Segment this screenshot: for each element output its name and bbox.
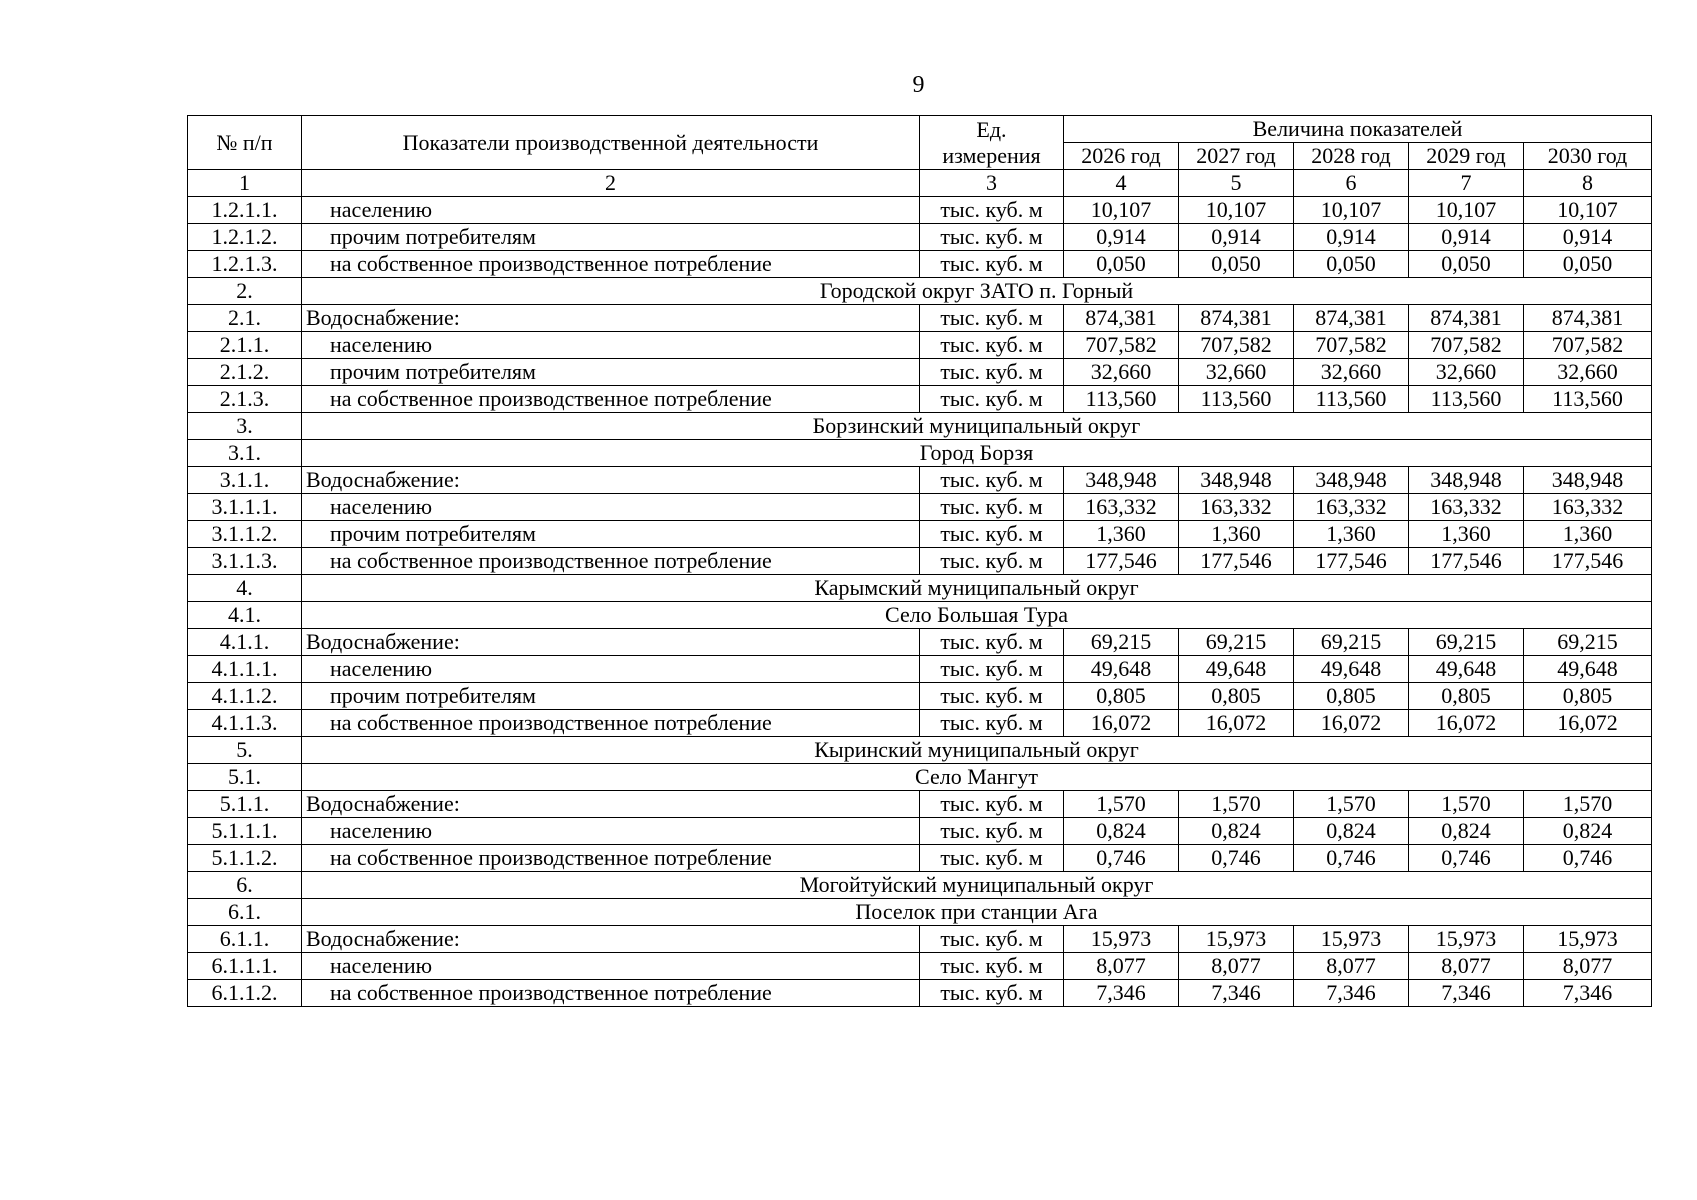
value-cell: 16,072: [1524, 710, 1652, 737]
value-cell: 32,660: [1179, 359, 1294, 386]
value-cell: 1,570: [1179, 791, 1294, 818]
indicator-name: на собственное производственное потребление: [302, 251, 920, 278]
value-cell: 15,973: [1294, 926, 1409, 953]
row-number: 6.: [188, 872, 302, 899]
indicator-name: на собственное производственное потребление: [302, 710, 920, 737]
value-cell: 0,824: [1524, 818, 1652, 845]
header-col-unit-line2: измерения: [942, 142, 1041, 168]
row-number: 5.: [188, 737, 302, 764]
row-number: 3.1.1.1.: [188, 494, 302, 521]
unit-cell: тыс. куб. м: [920, 845, 1064, 872]
value-cell: 49,648: [1409, 656, 1524, 683]
table-row: [188, 251, 1652, 278]
unit-cell: тыс. куб. м: [920, 305, 1064, 332]
value-cell: 177,546: [1409, 548, 1524, 575]
value-cell: 163,332: [1294, 494, 1409, 521]
value-cell: 7,346: [1064, 980, 1179, 1007]
table-row: [188, 332, 1652, 359]
value-cell: 707,582: [1064, 332, 1179, 359]
header-col-num: № п/п: [188, 116, 302, 170]
value-cell: 8,077: [1294, 953, 1409, 980]
row-number: 6.1.: [188, 899, 302, 926]
value-cell: 0,746: [1409, 845, 1524, 872]
value-cell: 8,077: [1179, 953, 1294, 980]
row-number: 6.1.1.1.: [188, 953, 302, 980]
unit-cell: тыс. куб. м: [920, 548, 1064, 575]
unit-cell: тыс. куб. м: [920, 980, 1064, 1007]
row-number: 2.1.: [188, 305, 302, 332]
section-title: Борзинский муниципальный округ: [302, 413, 1652, 440]
section-title: Карымский муниципальный округ: [302, 575, 1652, 602]
table-row: [188, 791, 1652, 818]
value-cell: 69,215: [1409, 629, 1524, 656]
unit-cell: тыс. куб. м: [920, 332, 1064, 359]
header-col-number: 8: [1524, 170, 1652, 197]
indicator-name: Водоснабжение:: [302, 467, 920, 494]
unit-cell: тыс. куб. м: [920, 926, 1064, 953]
value-cell: 0,805: [1064, 683, 1179, 710]
value-cell: 10,107: [1294, 197, 1409, 224]
value-cell: 0,746: [1294, 845, 1409, 872]
value-cell: 113,560: [1064, 386, 1179, 413]
value-cell: 0,824: [1064, 818, 1179, 845]
table-body: [188, 197, 1652, 1007]
table-header: [188, 116, 1652, 197]
value-cell: 177,546: [1524, 548, 1652, 575]
indicator-name: населению: [302, 494, 920, 521]
indicator-name: Водоснабжение:: [302, 305, 920, 332]
value-cell: 177,546: [1064, 548, 1179, 575]
value-cell: 16,072: [1294, 710, 1409, 737]
value-cell: 177,546: [1179, 548, 1294, 575]
value-cell: 0,914: [1524, 224, 1652, 251]
value-cell: 0,824: [1409, 818, 1524, 845]
row-number: 4.: [188, 575, 302, 602]
value-cell: 0,050: [1409, 251, 1524, 278]
table-row: [188, 953, 1652, 980]
value-cell: 7,346: [1524, 980, 1652, 1007]
value-cell: 874,381: [1064, 305, 1179, 332]
value-cell: 32,660: [1294, 359, 1409, 386]
header-year: 2030 год: [1524, 143, 1652, 170]
unit-cell: тыс. куб. м: [920, 818, 1064, 845]
row-number: 3.1.: [188, 440, 302, 467]
indicator-name: прочим потребителям: [302, 521, 920, 548]
value-cell: 10,107: [1524, 197, 1652, 224]
value-cell: 0,050: [1294, 251, 1409, 278]
unit-cell: тыс. куб. м: [920, 494, 1064, 521]
value-cell: 1,360: [1409, 521, 1524, 548]
row-number: 1.2.1.2.: [188, 224, 302, 251]
unit-cell: тыс. куб. м: [920, 791, 1064, 818]
row-number: 4.1.1.3.: [188, 710, 302, 737]
indicator-name: Водоснабжение:: [302, 629, 920, 656]
indicator-name: на собственное производственное потребление: [302, 845, 920, 872]
header-year: 2029 год: [1409, 143, 1524, 170]
indicator-name: населению: [302, 818, 920, 845]
section-title: Село Мангут: [302, 764, 1652, 791]
value-cell: 0,914: [1064, 224, 1179, 251]
value-cell: 7,346: [1179, 980, 1294, 1007]
value-cell: 0,914: [1294, 224, 1409, 251]
section-row: [188, 764, 1652, 791]
row-number: 5.1.1.: [188, 791, 302, 818]
value-cell: 69,215: [1294, 629, 1409, 656]
table-row: [188, 845, 1652, 872]
value-cell: 1,570: [1409, 791, 1524, 818]
indicator-name: населению: [302, 332, 920, 359]
value-cell: 15,973: [1064, 926, 1179, 953]
value-cell: 32,660: [1409, 359, 1524, 386]
header-year: 2026 год: [1064, 143, 1179, 170]
section-row: [188, 278, 1652, 305]
table-row: [188, 710, 1652, 737]
value-cell: 0,805: [1524, 683, 1652, 710]
header-values-group: Величина показателей: [1064, 116, 1652, 143]
value-cell: 49,648: [1294, 656, 1409, 683]
value-cell: 0,746: [1179, 845, 1294, 872]
section-title: Поселок при станции Ага: [302, 899, 1652, 926]
unit-cell: тыс. куб. м: [920, 656, 1064, 683]
row-number: 4.1.1.2.: [188, 683, 302, 710]
section-row: [188, 413, 1652, 440]
section-row: [188, 602, 1652, 629]
row-number: 4.1.1.: [188, 629, 302, 656]
row-number: 2.1.1.: [188, 332, 302, 359]
value-cell: 0,746: [1524, 845, 1652, 872]
value-cell: 32,660: [1064, 359, 1179, 386]
row-number: 2.1.3.: [188, 386, 302, 413]
indicator-name: населению: [302, 953, 920, 980]
indicator-name: населению: [302, 197, 920, 224]
value-cell: 163,332: [1524, 494, 1652, 521]
value-cell: 707,582: [1524, 332, 1652, 359]
row-number: 2.: [188, 278, 302, 305]
row-number: 6.1.1.2.: [188, 980, 302, 1007]
table-row: [188, 548, 1652, 575]
section-title: Кыринский муниципальный округ: [302, 737, 1652, 764]
header-col-number: 7: [1409, 170, 1524, 197]
header-col-number: 3: [920, 170, 1064, 197]
value-cell: 1,360: [1064, 521, 1179, 548]
header-col-unit: [920, 116, 1064, 170]
indicator-name: прочим потребителям: [302, 683, 920, 710]
table-row: [188, 926, 1652, 953]
row-number: 1.2.1.3.: [188, 251, 302, 278]
value-cell: 69,215: [1064, 629, 1179, 656]
indicator-name: на собственное производственное потребление: [302, 386, 920, 413]
unit-cell: тыс. куб. м: [920, 386, 1064, 413]
section-title: Могойтуйский муниципальный округ: [302, 872, 1652, 899]
indicator-name: на собственное производственное потребление: [302, 548, 920, 575]
table-row: [188, 305, 1652, 332]
row-number: 2.1.2.: [188, 359, 302, 386]
unit-cell: тыс. куб. м: [920, 197, 1064, 224]
row-number: 4.1.1.1.: [188, 656, 302, 683]
value-cell: 16,072: [1179, 710, 1294, 737]
value-cell: 348,948: [1524, 467, 1652, 494]
header-col-number: 5: [1179, 170, 1294, 197]
value-cell: 348,948: [1294, 467, 1409, 494]
indicator-name: Водоснабжение:: [302, 791, 920, 818]
value-cell: 0,914: [1409, 224, 1524, 251]
table-row: [188, 683, 1652, 710]
header-col-number: 4: [1064, 170, 1179, 197]
value-cell: 15,973: [1179, 926, 1294, 953]
value-cell: 16,072: [1064, 710, 1179, 737]
indicators-table: [187, 115, 1652, 1007]
section-title: Город Борзя: [302, 440, 1652, 467]
value-cell: 177,546: [1294, 548, 1409, 575]
value-cell: 0,805: [1409, 683, 1524, 710]
value-cell: 0,914: [1179, 224, 1294, 251]
row-number: 1.2.1.1.: [188, 197, 302, 224]
unit-cell: тыс. куб. м: [920, 359, 1064, 386]
value-cell: 113,560: [1409, 386, 1524, 413]
value-cell: 1,360: [1524, 521, 1652, 548]
value-cell: 49,648: [1179, 656, 1294, 683]
value-cell: 0,746: [1064, 845, 1179, 872]
value-cell: 15,973: [1524, 926, 1652, 953]
value-cell: 348,948: [1064, 467, 1179, 494]
section-title: Село Большая Тура: [302, 602, 1652, 629]
value-cell: 1,570: [1064, 791, 1179, 818]
value-cell: 10,107: [1064, 197, 1179, 224]
value-cell: 0,824: [1294, 818, 1409, 845]
table-row: [188, 521, 1652, 548]
value-cell: 0,050: [1064, 251, 1179, 278]
table-row: [188, 494, 1652, 521]
value-cell: 7,346: [1294, 980, 1409, 1007]
value-cell: 707,582: [1409, 332, 1524, 359]
row-number: 4.1.: [188, 602, 302, 629]
unit-cell: тыс. куб. м: [920, 629, 1064, 656]
row-number: 3.1.1.2.: [188, 521, 302, 548]
section-row: [188, 872, 1652, 899]
indicator-name: прочим потребителям: [302, 224, 920, 251]
value-cell: 69,215: [1179, 629, 1294, 656]
table-row: [188, 629, 1652, 656]
value-cell: 163,332: [1179, 494, 1294, 521]
value-cell: 1,360: [1179, 521, 1294, 548]
value-cell: 0,050: [1179, 251, 1294, 278]
row-number: 3.: [188, 413, 302, 440]
value-cell: 69,215: [1524, 629, 1652, 656]
header-year: 2028 год: [1294, 143, 1409, 170]
unit-cell: тыс. куб. м: [920, 953, 1064, 980]
section-row: [188, 737, 1652, 764]
value-cell: 1,360: [1294, 521, 1409, 548]
header-col-indicators: Показатели производственной деятельности: [302, 116, 920, 170]
unit-cell: тыс. куб. м: [920, 710, 1064, 737]
value-cell: 1,570: [1524, 791, 1652, 818]
unit-cell: тыс. куб. м: [920, 521, 1064, 548]
section-row: [188, 575, 1652, 602]
value-cell: 8,077: [1409, 953, 1524, 980]
row-number: 5.1.1.2.: [188, 845, 302, 872]
header-year: 2027 год: [1179, 143, 1294, 170]
header-col-number: 6: [1294, 170, 1409, 197]
table-row: [188, 656, 1652, 683]
table-row: [188, 224, 1652, 251]
row-number: 5.1.1.1.: [188, 818, 302, 845]
row-number: 5.1.: [188, 764, 302, 791]
value-cell: 0,050: [1524, 251, 1652, 278]
value-cell: 32,660: [1524, 359, 1652, 386]
value-cell: 15,973: [1409, 926, 1524, 953]
page-number: 9: [912, 72, 925, 98]
indicator-name: населению: [302, 656, 920, 683]
row-number: 3.1.1.: [188, 467, 302, 494]
value-cell: 348,948: [1409, 467, 1524, 494]
value-cell: 874,381: [1409, 305, 1524, 332]
value-cell: 1,570: [1294, 791, 1409, 818]
unit-cell: тыс. куб. м: [920, 251, 1064, 278]
value-cell: 8,077: [1064, 953, 1179, 980]
table-row: [188, 197, 1652, 224]
value-cell: 874,381: [1179, 305, 1294, 332]
row-number: 3.1.1.3.: [188, 548, 302, 575]
section-row: [188, 440, 1652, 467]
table-row: [188, 386, 1652, 413]
table-row: [188, 359, 1652, 386]
value-cell: 874,381: [1524, 305, 1652, 332]
value-cell: 0,805: [1294, 683, 1409, 710]
value-cell: 49,648: [1524, 656, 1652, 683]
value-cell: 10,107: [1409, 197, 1524, 224]
indicator-name: Водоснабжение:: [302, 926, 920, 953]
indicator-name: прочим потребителям: [302, 359, 920, 386]
table-row: [188, 818, 1652, 845]
value-cell: 8,077: [1524, 953, 1652, 980]
header-col-number: 1: [188, 170, 302, 197]
table-row: [188, 980, 1652, 1007]
value-cell: 163,332: [1409, 494, 1524, 521]
unit-cell: тыс. куб. м: [920, 467, 1064, 494]
value-cell: 113,560: [1179, 386, 1294, 413]
value-cell: 874,381: [1294, 305, 1409, 332]
value-cell: 0,824: [1179, 818, 1294, 845]
value-cell: 49,648: [1064, 656, 1179, 683]
unit-cell: тыс. куб. м: [920, 224, 1064, 251]
header-col-number: 2: [302, 170, 920, 197]
header-col-unit-line1: Ед.: [976, 116, 1007, 142]
value-cell: 7,346: [1409, 980, 1524, 1007]
value-cell: 16,072: [1409, 710, 1524, 737]
value-cell: 0,805: [1179, 683, 1294, 710]
indicator-name: на собственное производственное потребление: [302, 980, 920, 1007]
section-row: [188, 899, 1652, 926]
value-cell: 707,582: [1294, 332, 1409, 359]
table-row: [188, 467, 1652, 494]
value-cell: 10,107: [1179, 197, 1294, 224]
unit-cell: тыс. куб. м: [920, 683, 1064, 710]
value-cell: 113,560: [1294, 386, 1409, 413]
value-cell: 707,582: [1179, 332, 1294, 359]
value-cell: 163,332: [1064, 494, 1179, 521]
value-cell: 113,560: [1524, 386, 1652, 413]
row-number: 6.1.1.: [188, 926, 302, 953]
value-cell: 348,948: [1179, 467, 1294, 494]
section-title: Городской округ ЗАТО п. Горный: [302, 278, 1652, 305]
